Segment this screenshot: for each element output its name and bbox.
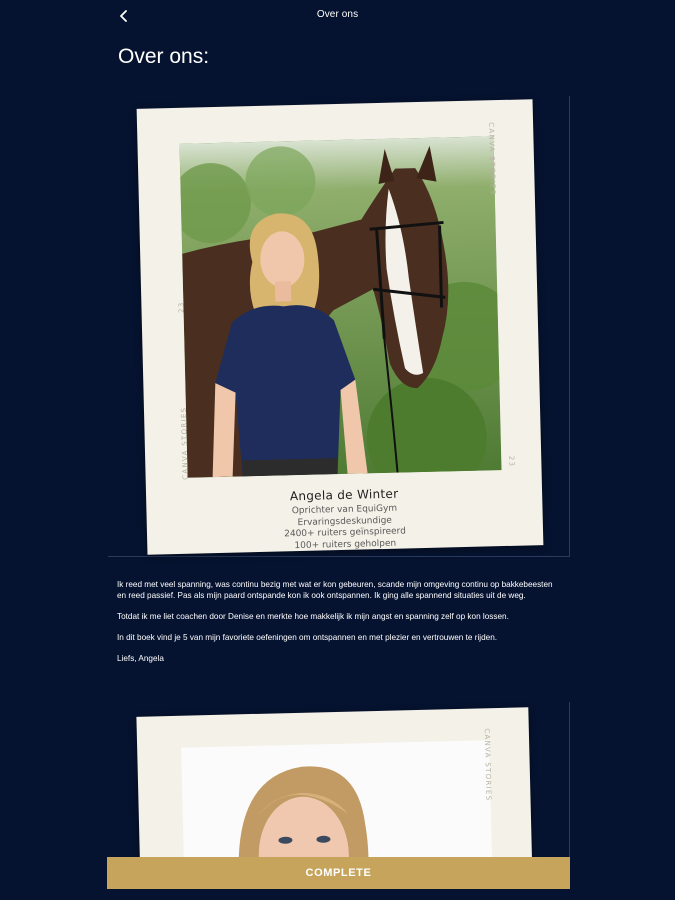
page-heading: Over ons: [118,45,210,68]
watermark-bottom-left: CANVA STORIES [179,406,190,480]
intro-paragraph: In dit boek vind je 5 van mijn favoriete oefeningen om ontspannen en met plezier en vertrouwen te rijden. [117,632,498,642]
second-photo-image [181,740,495,857]
profile-photo-block [108,96,570,557]
profile-caption [146,483,543,556]
block-border-right [569,702,570,857]
watermark-top-right: CANVA STORIES [487,122,497,196]
nav-title: Over ons [316,9,359,20]
profile-line: 2400+ ruiters geïnspireerd [284,526,406,540]
intro-signature: Liefs, Angela [117,654,164,664]
intro-paragraph: Totdat ik me liet coachen door Denise en merkte hoe makkelijk ik mijn angst en spanning zelf op kon lossen. [117,611,509,621]
top-bar [0,0,675,32]
profile-polaroid [137,99,544,555]
complete-button[interactable]: COMPLETE [107,857,570,889]
frame-number-left: 23 [177,301,186,313]
profile-line: 100+ ruiters geholpen [294,538,397,551]
profile-name: Angela de Winter [289,486,399,504]
block-border-bottom [108,556,570,557]
second-photo [181,740,495,857]
profile-line: Ervaringsdeskundige [297,515,393,528]
frame-number-right: 23 [507,455,516,468]
block-border-right [569,96,570,557]
second-photo-block [108,702,570,857]
profile-photo-image [179,136,501,478]
profile-photo [179,136,501,478]
profile-line: Oprichter van EquiGym [291,503,398,517]
intro-paragraph: Ik reed met veel spanning, was continu bezig met wat er kon gebeuren, scande mijn omgeving continu op bakkebeesten en reed passief. Pas als mijn paard ontspande kon ik ook ontspannen. Ik ging alle spannend situaties uit de weg. [117,580,553,600]
watermark-top-right: CANVA STORIES [482,728,493,802]
second-polaroid [136,707,535,857]
intro-text [117,580,563,675]
